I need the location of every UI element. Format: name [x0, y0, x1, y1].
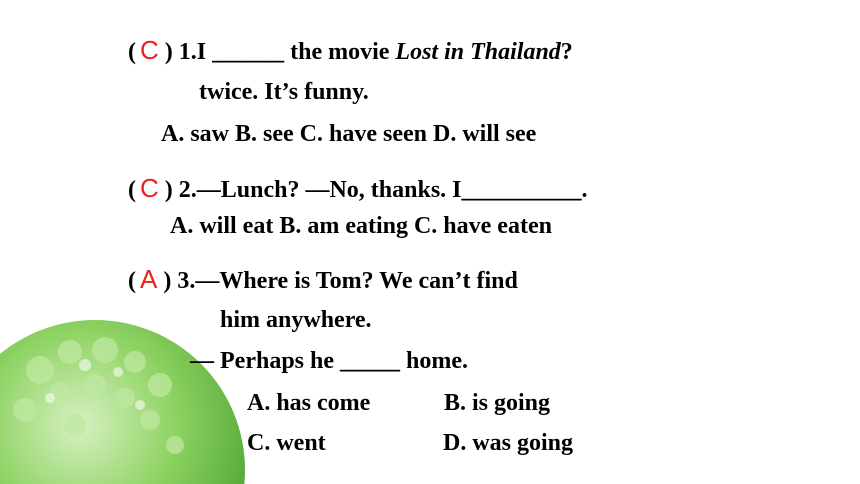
question-3-stem: ( A ) 3.—Where is Tom? We can’t find — [128, 264, 518, 294]
question-3-option-d: D. was going — [443, 430, 574, 456]
question-1-line2: twice. It’s funny. — [199, 79, 369, 105]
question-1-answer: C — [140, 35, 159, 65]
question-3-option-c: C. went — [247, 430, 326, 456]
question-3-line3: — Perhaps he _____ home. — [190, 348, 468, 374]
movie-title: Lost in Thailand — [395, 39, 561, 65]
question-1-stem: ( C ) 1.I ______ the movie Lost in Thailand? — [128, 35, 573, 65]
question-3-option-b: B. is going — [444, 390, 551, 416]
question-2-answer: C — [140, 173, 159, 203]
question-3-answer: A — [140, 264, 158, 294]
question-1-options: A. saw B. see C. have seen D. will see — [161, 121, 537, 147]
question-3-option-a: A. has come — [247, 390, 371, 416]
question-2-stem: ( C ) 2.—Lunch? —No, thanks. I__________. — [128, 173, 588, 203]
question-3-line2: him anywhere. — [220, 307, 372, 333]
question-2-options: A. will eat B. am eating C. have eaten — [170, 213, 552, 239]
